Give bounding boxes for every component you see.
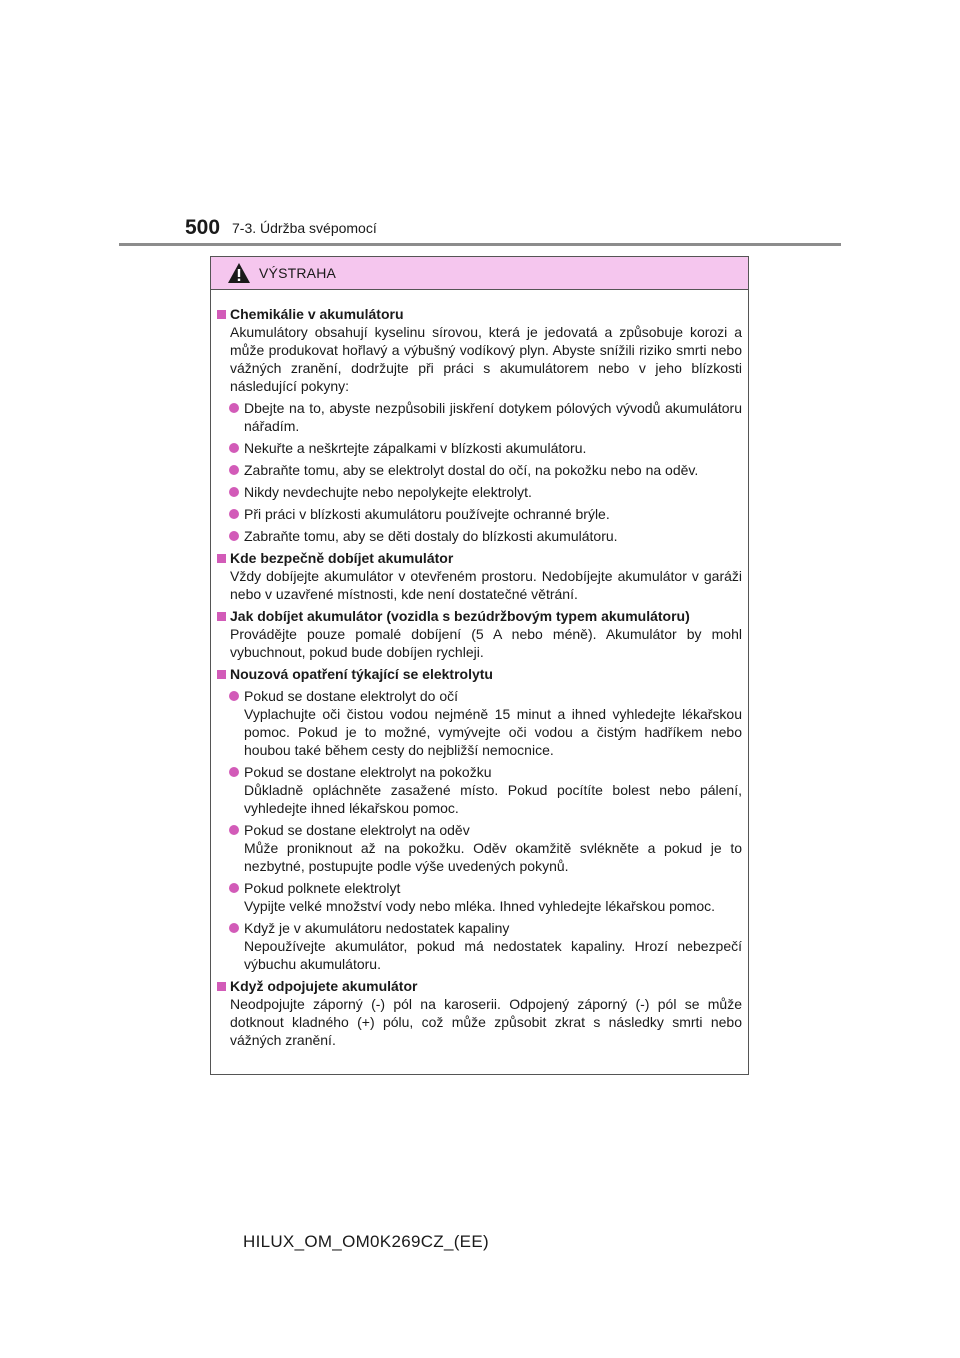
bullet-item [229, 399, 742, 435]
bullet-item [229, 687, 742, 759]
bullet-text [244, 527, 742, 545]
bullet-lead: Nikdy nevdechujte nebo nepolykejte elektrolyt. [244, 484, 532, 500]
warning-section [215, 977, 742, 1049]
bullet-item [229, 879, 742, 915]
bullet-lead: Zabraňte tomu, aby se elektrolyt dostal do očí, na pokožku nebo na oděv. [244, 462, 699, 478]
bullet-lead: Nekuřte a neškrtejte zápalkami v blízkosti akumulátoru. [244, 440, 587, 456]
bullet-lead: Když je v akumulátoru nedostatek kapaliny [244, 920, 510, 936]
warning-title: VÝSTRAHA [259, 265, 337, 281]
warning-section [215, 665, 742, 973]
bullet-text [244, 505, 742, 523]
round-bullet-icon [229, 825, 239, 835]
section-text: Akumulátory obsahují kyselinu sírovou, která je jedovatá a způsobuje korozi a může produkovat hořlavý a výbušný vodíkový plyn. Abyste snížili riziko smrti nebo vážných zranění, dodržujte při práci s akumulátorem nebo v jeho blízkosti následující pokyny: [230, 324, 742, 394]
section-heading [215, 665, 742, 683]
section-heading [215, 977, 742, 995]
bullet-item [229, 821, 742, 875]
section-heading [215, 305, 742, 323]
warning-section [215, 305, 742, 545]
bullet-detail: Vyplachujte oči čistou vodou nejméně 15 minut a ihned vyhledejte lékařskou pomoc. Pokud je to možné, vymývejte oči vodou a čistým hadříkem nebo houbou také během cesty do nejbližší nemocnice. [244, 706, 742, 758]
section-heading-text: Jak dobíjet akumulátor (vozidla s bezúdržbovým typem akumulátoru) [230, 608, 690, 624]
section-heading-text: Chemikálie v akumulátoru [230, 306, 404, 322]
bullet-text [244, 439, 742, 457]
warning-box [210, 256, 749, 1075]
bullet-lead: Pokud se dostane elektrolyt na oděv [244, 822, 470, 838]
square-bullet-icon [217, 554, 226, 563]
round-bullet-icon [229, 487, 239, 497]
round-bullet-icon [229, 509, 239, 519]
square-bullet-icon [217, 310, 226, 319]
section-text: Neodpojujte záporný (-) pól na karoserii. Odpojený záporný (-) pól se může dotknout kladného (+) pólu, což může způsobit zkrat s následky smrti nebo vážných zranění. [230, 996, 742, 1048]
round-bullet-icon [229, 403, 239, 413]
bullet-item [229, 483, 742, 501]
round-bullet-icon [229, 443, 239, 453]
bullet-text [244, 763, 742, 817]
header-rule [119, 243, 841, 246]
round-bullet-icon [229, 767, 239, 777]
bullet-detail: Nepoužívejte akumulátor, pokud má nedostatek kapaliny. Hrozí nebezpečí výbuchu akumulátoru. [244, 938, 742, 972]
round-bullet-icon [229, 883, 239, 893]
bullet-item [229, 763, 742, 817]
bullet-text [244, 399, 742, 435]
bullet-item [229, 461, 742, 479]
bullet-text [244, 919, 742, 973]
bullet-text [244, 461, 742, 479]
section-heading-text: Kde bezpečně dobíjet akumulátor [230, 550, 454, 566]
warning-section [215, 549, 742, 603]
bullet-lead: Pokud se dostane elektrolyt do očí [244, 688, 459, 704]
bullet-lead: Dbejte na to, abyste nezpůsobili jiskření dotykem pólových vývodů akumulátoru nářadím. [244, 400, 742, 434]
bullet-lead: Pokud se dostane elektrolyt na pokožku [244, 764, 492, 780]
bullet-lead: Pokud polknete elektrolyt [244, 880, 401, 896]
chapter-title: 7-3. Údržba svépomocí [232, 220, 377, 236]
round-bullet-icon [229, 531, 239, 541]
round-bullet-icon [229, 465, 239, 475]
warning-header [211, 257, 748, 290]
bullet-item [229, 439, 742, 457]
bullet-lead: Zabraňte tomu, aby se děti dostaly do blízkosti akumulátoru. [244, 528, 618, 544]
section-heading-text: Když odpojujete akumulátor [230, 978, 418, 994]
warning-triangle-icon [227, 262, 251, 284]
section-text: Vždy dobíjejte akumulátor v otevřeném prostoru. Nedobíjejte akumulátor v garáži nebo v uzavřené místnosti, kde není dostatečné větrání. [230, 568, 742, 602]
section-heading [215, 607, 742, 625]
bullet-lead: Při práci v blízkosti akumulátoru používejte ochranné brýle. [244, 506, 610, 522]
square-bullet-icon [217, 612, 226, 621]
bullet-item [229, 527, 742, 545]
bullet-text [244, 879, 742, 915]
square-bullet-icon [217, 982, 226, 991]
section-heading [215, 549, 742, 567]
section-heading-text: Nouzová opatření týkající se elektrolytu [230, 666, 493, 682]
section-text: Provádějte pouze pomalé dobíjení (5 A nebo méně). Akumulátor by mohl vybuchnout, pokud bude dobíjen rychleji. [230, 626, 742, 660]
bullet-text [244, 483, 742, 501]
bullet-text [244, 687, 742, 759]
warning-section [215, 607, 742, 661]
bullet-detail: Může proniknout až na pokožku. Oděv okamžitě svlékněte a pokud je to nezbytné, postupujte podle výše uvedených pokynů. [244, 840, 742, 874]
bullet-text [244, 821, 742, 875]
square-bullet-icon [217, 670, 226, 679]
document-code: HILUX_OM_OM0K269CZ_(EE) [243, 1232, 489, 1251]
bullet-item [229, 505, 742, 523]
round-bullet-icon [229, 691, 239, 701]
warning-body [211, 290, 748, 1049]
round-bullet-icon [229, 923, 239, 933]
bullet-detail: Důkladně opláchněte zasažené místo. Pokud pocítíte bolest nebo pálení, vyhledejte ihned lékařskou pomoc. [244, 782, 742, 816]
bullet-detail: Vypijte velké množství vody nebo mléka. Ihned vyhledejte lékařskou pomoc. [244, 898, 716, 914]
page-number: 500 [185, 216, 221, 239]
bullet-item [229, 919, 742, 973]
